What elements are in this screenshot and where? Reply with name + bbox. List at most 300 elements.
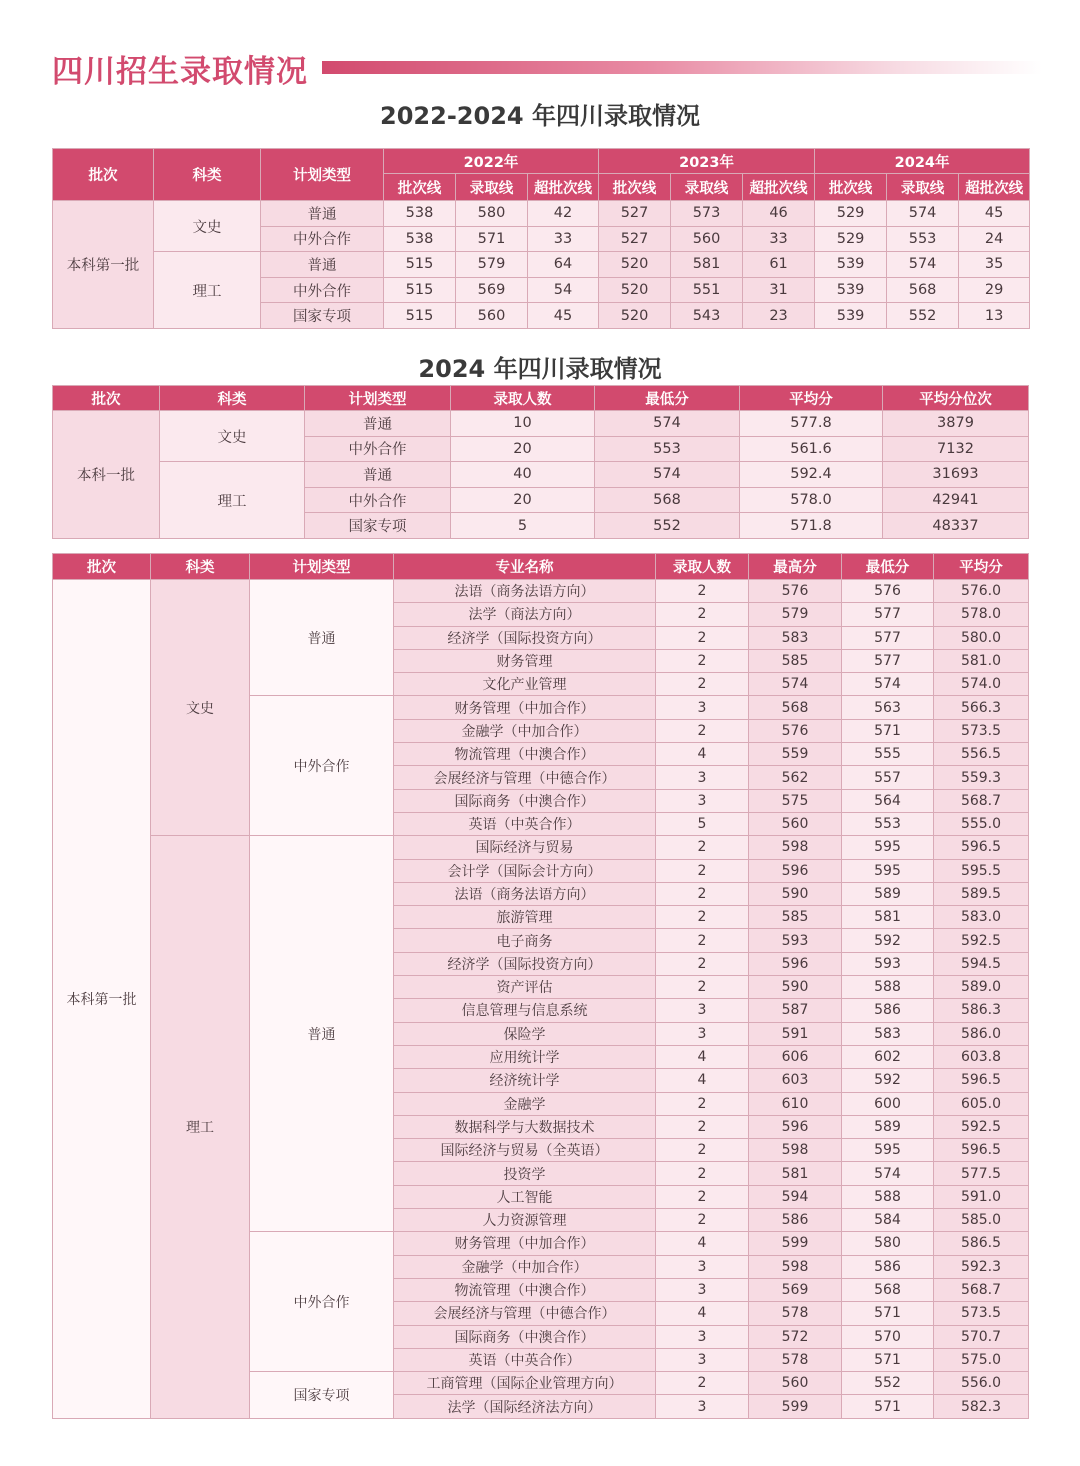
header-year-2022: 2022年	[384, 149, 599, 174]
value-cell: 7132	[883, 436, 1029, 462]
header-plan-type: 计划类型	[261, 149, 384, 201]
value-cell: 585	[749, 906, 842, 929]
value-cell: 587	[749, 999, 842, 1022]
batch-cell: 本科第一批	[53, 580, 151, 1419]
value-cell: 570	[842, 1325, 934, 1348]
value-cell: 2	[656, 580, 749, 603]
value-cell: 556.0	[934, 1372, 1029, 1395]
value-cell: 576.0	[934, 580, 1029, 603]
value-cell: 54	[528, 277, 599, 303]
value-cell: 557	[842, 766, 934, 789]
value-cell: 599	[749, 1232, 842, 1255]
header-cell: 平均分	[934, 554, 1029, 580]
value-cell: 585	[749, 649, 842, 672]
header-cell: 科类	[160, 386, 305, 411]
major-name-cell: 工商管理（国际企业管理方向）	[394, 1372, 656, 1395]
value-cell: 580.0	[934, 626, 1029, 649]
value-cell: 574	[887, 201, 959, 227]
value-cell: 560	[456, 303, 528, 329]
header-sub-录取线: 录取线	[887, 174, 959, 201]
value-cell: 31693	[883, 462, 1029, 488]
major-name-cell: 国际经济与贸易（全英语）	[394, 1139, 656, 1162]
header-cell: 最高分	[749, 554, 842, 580]
value-cell: 573.5	[934, 1302, 1029, 1325]
value-cell: 560	[749, 812, 842, 835]
major-name-cell: 财务管理	[394, 649, 656, 672]
value-cell: 568	[842, 1278, 934, 1301]
plan-type-cell: 国家专项	[261, 303, 384, 329]
value-cell: 586.3	[934, 999, 1029, 1022]
value-cell: 23	[743, 303, 815, 329]
value-cell: 2	[656, 1115, 749, 1138]
plan-type-cell: 普通	[250, 580, 394, 696]
value-cell: 520	[599, 252, 671, 278]
value-cell: 527	[599, 201, 671, 227]
value-cell: 577.5	[934, 1162, 1029, 1185]
header-subject: 科类	[154, 149, 261, 201]
major-name-cell: 金融学（中加合作）	[394, 719, 656, 742]
value-cell: 598	[749, 1255, 842, 1278]
value-cell: 595	[842, 836, 934, 859]
value-cell: 559	[749, 743, 842, 766]
plan-type-cell: 中外合作	[250, 696, 394, 836]
value-cell: 515	[384, 277, 456, 303]
major-name-cell: 信息管理与信息系统	[394, 999, 656, 1022]
value-cell: 48337	[883, 513, 1029, 539]
value-cell: 582.3	[934, 1395, 1029, 1418]
major-name-cell: 文化产业管理	[394, 673, 656, 696]
header-sub-批次线: 批次线	[384, 174, 456, 201]
value-cell: 591	[749, 1022, 842, 1045]
value-cell: 539	[815, 277, 887, 303]
value-cell: 2	[656, 836, 749, 859]
table1-title: 2022-2024 年四川录取情况	[380, 102, 700, 130]
value-cell: 553	[595, 436, 740, 462]
value-cell: 573	[671, 201, 743, 227]
value-cell: 3	[656, 1255, 749, 1278]
value-cell: 2	[656, 1092, 749, 1115]
table-row	[53, 580, 1029, 603]
value-cell: 529	[815, 201, 887, 227]
value-cell: 551	[671, 277, 743, 303]
value-cell: 606	[749, 1045, 842, 1068]
value-cell: 2	[656, 1139, 749, 1162]
value-cell: 576	[749, 580, 842, 603]
value-cell: 610	[749, 1092, 842, 1115]
value-cell: 2	[656, 952, 749, 975]
value-cell: 520	[599, 303, 671, 329]
value-cell: 578.0	[740, 487, 883, 513]
table-row	[53, 201, 1030, 227]
header-cell: 计划类型	[250, 554, 394, 580]
header-cell: 专业名称	[394, 554, 656, 580]
batch-cell: 本科第一批	[53, 201, 154, 329]
value-cell: 45	[528, 303, 599, 329]
major-name-cell: 数据科学与大数据技术	[394, 1115, 656, 1138]
value-cell: 538	[384, 226, 456, 252]
value-cell: 5	[656, 812, 749, 835]
value-cell: 577	[842, 626, 934, 649]
value-cell: 556.5	[934, 743, 1029, 766]
value-cell: 10	[451, 411, 595, 437]
plan-type-cell: 国家专项	[305, 513, 451, 539]
value-cell: 589.5	[934, 882, 1029, 905]
major-name-cell: 法学（国际经济法方向）	[394, 1395, 656, 1418]
header-sub-录取线: 录取线	[456, 174, 528, 201]
major-name-cell: 应用统计学	[394, 1045, 656, 1068]
value-cell: 42	[528, 201, 599, 227]
major-name-cell: 经济学（国际投资方向）	[394, 626, 656, 649]
header-cell: 平均分位次	[883, 386, 1029, 411]
header-year-2023: 2023年	[599, 149, 815, 174]
value-cell: 33	[528, 226, 599, 252]
major-name-cell: 投资学	[394, 1162, 656, 1185]
value-cell: 29	[959, 277, 1030, 303]
value-cell: 591.0	[934, 1185, 1029, 1208]
value-cell: 569	[749, 1278, 842, 1301]
value-cell: 576	[749, 719, 842, 742]
value-cell: 560	[749, 1372, 842, 1395]
value-cell: 562	[749, 766, 842, 789]
value-cell: 603	[749, 1069, 842, 1092]
value-cell: 3	[656, 696, 749, 719]
subject-cell: 文史	[151, 580, 250, 836]
major-name-cell: 人力资源管理	[394, 1209, 656, 1232]
value-cell: 580	[842, 1232, 934, 1255]
value-cell: 552	[842, 1372, 934, 1395]
value-cell: 2	[656, 1185, 749, 1208]
value-cell: 577	[842, 603, 934, 626]
value-cell: 574	[842, 673, 934, 696]
value-cell: 575.0	[934, 1348, 1029, 1371]
value-cell: 571	[842, 719, 934, 742]
value-cell: 2	[656, 1372, 749, 1395]
major-name-cell: 法语（商务法语方向）	[394, 580, 656, 603]
value-cell: 592.3	[934, 1255, 1029, 1278]
value-cell: 64	[528, 252, 599, 278]
value-cell: 573.5	[934, 719, 1029, 742]
value-cell: 596.5	[934, 1069, 1029, 1092]
batch-cell: 本科一批	[53, 411, 160, 539]
subject-cell: 文史	[154, 201, 261, 252]
header-cell: 最低分	[595, 386, 740, 411]
major-name-cell: 经济统计学	[394, 1069, 656, 1092]
value-cell: 2	[656, 906, 749, 929]
value-cell: 20	[451, 436, 595, 462]
value-cell: 574	[887, 252, 959, 278]
value-cell: 35	[959, 252, 1030, 278]
value-cell: 577.8	[740, 411, 883, 437]
value-cell: 603.8	[934, 1045, 1029, 1068]
value-cell: 585.0	[934, 1209, 1029, 1232]
admission-table-2024	[52, 385, 1029, 539]
page-heading	[52, 46, 308, 90]
value-cell: 31	[743, 277, 815, 303]
header-sub-超批次线: 超批次线	[528, 174, 599, 201]
major-name-cell: 会展经济与管理（中德合作）	[394, 766, 656, 789]
heading-decor-bar	[322, 61, 1042, 74]
value-cell: 590	[749, 976, 842, 999]
value-cell: 42941	[883, 487, 1029, 513]
value-cell: 568	[749, 696, 842, 719]
value-cell: 559.3	[934, 766, 1029, 789]
value-cell: 539	[815, 252, 887, 278]
plan-type-cell: 中外合作	[261, 277, 384, 303]
value-cell: 583.0	[934, 906, 1029, 929]
value-cell: 586	[842, 1255, 934, 1278]
subject-cell: 理工	[154, 252, 261, 329]
header-sub-批次线: 批次线	[815, 174, 887, 201]
value-cell: 568	[595, 487, 740, 513]
subject-cell: 理工	[160, 462, 305, 539]
value-cell: 594.5	[934, 952, 1029, 975]
value-cell: 568.7	[934, 1278, 1029, 1301]
value-cell: 579	[456, 252, 528, 278]
header-cell: 最低分	[842, 554, 934, 580]
value-cell: 560	[671, 226, 743, 252]
value-cell: 586	[842, 999, 934, 1022]
major-name-cell: 法语（商务法语方向）	[394, 882, 656, 905]
value-cell: 596.5	[934, 1139, 1029, 1162]
value-cell: 586	[749, 1209, 842, 1232]
value-cell: 590	[749, 882, 842, 905]
value-cell: 4	[656, 1232, 749, 1255]
value-cell: 45	[959, 201, 1030, 227]
value-cell: 20	[451, 487, 595, 513]
major-name-cell: 会计学（国际会计方向）	[394, 859, 656, 882]
header-sub-超批次线: 超批次线	[743, 174, 815, 201]
plan-type-cell: 国家专项	[250, 1372, 394, 1419]
value-cell: 566.3	[934, 696, 1029, 719]
value-cell: 2	[656, 603, 749, 626]
value-cell: 569	[456, 277, 528, 303]
value-cell: 600	[842, 1092, 934, 1115]
value-cell: 3	[656, 1022, 749, 1045]
value-cell: 571	[842, 1302, 934, 1325]
value-cell: 515	[384, 303, 456, 329]
value-cell: 538	[384, 201, 456, 227]
admission-table-2022-2024	[52, 148, 1030, 329]
value-cell: 596	[749, 952, 842, 975]
value-cell: 4	[656, 743, 749, 766]
plan-type-cell: 普通	[261, 201, 384, 227]
value-cell: 578	[749, 1302, 842, 1325]
value-cell: 571	[456, 226, 528, 252]
plan-type-cell: 普通	[250, 836, 394, 1232]
header-sub-超批次线: 超批次线	[959, 174, 1030, 201]
value-cell: 568.7	[934, 789, 1029, 812]
value-cell: 2	[656, 882, 749, 905]
value-cell: 2	[656, 626, 749, 649]
plan-type-cell: 普通	[261, 252, 384, 278]
header-cell: 平均分	[740, 386, 883, 411]
value-cell: 4	[656, 1302, 749, 1325]
value-cell: 592.5	[934, 1115, 1029, 1138]
value-cell: 520	[599, 277, 671, 303]
value-cell: 577	[842, 649, 934, 672]
value-cell: 593	[749, 929, 842, 952]
value-cell: 586.5	[934, 1232, 1029, 1255]
table-row	[53, 252, 1030, 278]
value-cell: 583	[749, 626, 842, 649]
major-name-cell: 国际商务（中澳合作）	[394, 1325, 656, 1348]
major-name-cell: 英语（中英合作）	[394, 1348, 656, 1371]
plan-type-cell: 中外合作	[261, 226, 384, 252]
major-name-cell: 国际商务（中澳合作）	[394, 789, 656, 812]
value-cell: 3	[656, 1325, 749, 1348]
value-cell: 596	[749, 859, 842, 882]
value-cell: 574	[842, 1162, 934, 1185]
major-name-cell: 物流管理（中澳合作）	[394, 743, 656, 766]
header-cell: 录取人数	[451, 386, 595, 411]
value-cell: 589	[842, 882, 934, 905]
value-cell: 46	[743, 201, 815, 227]
major-name-cell: 金融学（中加合作）	[394, 1255, 656, 1278]
major-name-cell: 会展经济与管理（中德合作）	[394, 1302, 656, 1325]
value-cell: 599	[749, 1395, 842, 1418]
value-cell: 3	[656, 999, 749, 1022]
value-cell: 588	[842, 976, 934, 999]
value-cell: 598	[749, 836, 842, 859]
value-cell: 543	[671, 303, 743, 329]
value-cell: 555	[842, 743, 934, 766]
table-row	[53, 411, 1029, 437]
value-cell: 571.8	[740, 513, 883, 539]
value-cell: 2	[656, 929, 749, 952]
table-row	[53, 462, 1029, 488]
value-cell: 595	[842, 859, 934, 882]
value-cell: 2	[656, 976, 749, 999]
value-cell: 574	[595, 411, 740, 437]
value-cell: 3	[656, 1348, 749, 1371]
major-name-cell: 财务管理（中加合作）	[394, 696, 656, 719]
major-name-cell: 电子商务	[394, 929, 656, 952]
major-name-cell: 金融学	[394, 1092, 656, 1115]
value-cell: 581	[842, 906, 934, 929]
value-cell: 564	[842, 789, 934, 812]
value-cell: 527	[599, 226, 671, 252]
value-cell: 589.0	[934, 976, 1029, 999]
value-cell: 61	[743, 252, 815, 278]
value-cell: 4	[656, 1069, 749, 1092]
major-name-cell: 财务管理（中加合作）	[394, 1232, 656, 1255]
value-cell: 552	[887, 303, 959, 329]
value-cell: 581	[749, 1162, 842, 1185]
value-cell: 515	[384, 252, 456, 278]
value-cell: 581.0	[934, 649, 1029, 672]
value-cell: 595	[842, 1139, 934, 1162]
subject-cell: 文史	[160, 411, 305, 462]
major-name-cell: 资产评估	[394, 976, 656, 999]
value-cell: 583	[842, 1022, 934, 1045]
header-sub-录取线: 录取线	[671, 174, 743, 201]
value-cell: 3	[656, 789, 749, 812]
value-cell: 563	[842, 696, 934, 719]
value-cell: 2	[656, 649, 749, 672]
value-cell: 13	[959, 303, 1030, 329]
value-cell: 581	[671, 252, 743, 278]
value-cell: 3	[656, 1395, 749, 1418]
subject-cell: 理工	[151, 836, 250, 1418]
value-cell: 574.0	[934, 673, 1029, 696]
header-cell: 计划类型	[305, 386, 451, 411]
value-cell: 3	[656, 1278, 749, 1301]
value-cell: 2	[656, 673, 749, 696]
value-cell: 5	[451, 513, 595, 539]
header-cell: 科类	[151, 554, 250, 580]
value-cell: 580	[456, 201, 528, 227]
major-name-cell: 国际经济与贸易	[394, 836, 656, 859]
header-sub-批次线: 批次线	[599, 174, 671, 201]
table-row	[53, 836, 1029, 859]
major-name-cell: 旅游管理	[394, 906, 656, 929]
major-admission-table	[52, 553, 1029, 1419]
major-name-cell: 人工智能	[394, 1185, 656, 1208]
value-cell: 595.5	[934, 859, 1029, 882]
value-cell: 2	[656, 1162, 749, 1185]
value-cell: 596.5	[934, 836, 1029, 859]
value-cell: 592.4	[740, 462, 883, 488]
value-cell: 553	[887, 226, 959, 252]
value-cell: 570.7	[934, 1325, 1029, 1348]
value-cell: 592	[842, 929, 934, 952]
value-cell: 592	[842, 1069, 934, 1092]
value-cell: 571	[842, 1348, 934, 1371]
value-cell: 605.0	[934, 1092, 1029, 1115]
plan-type-cell: 普通	[305, 462, 451, 488]
value-cell: 529	[815, 226, 887, 252]
value-cell: 594	[749, 1185, 842, 1208]
value-cell: 33	[743, 226, 815, 252]
major-name-cell: 英语（中英合作）	[394, 812, 656, 835]
value-cell: 3	[656, 766, 749, 789]
value-cell: 596	[749, 1115, 842, 1138]
value-cell: 572	[749, 1325, 842, 1348]
value-cell: 568	[887, 277, 959, 303]
plan-type-cell: 中外合作	[250, 1232, 394, 1372]
value-cell: 2	[656, 859, 749, 882]
value-cell: 584	[842, 1209, 934, 1232]
value-cell: 553	[842, 812, 934, 835]
value-cell: 574	[749, 673, 842, 696]
value-cell: 586.0	[934, 1022, 1029, 1045]
value-cell: 552	[595, 513, 740, 539]
value-cell: 598	[749, 1139, 842, 1162]
table2-title: 2024 年四川录取情况	[418, 355, 662, 383]
value-cell: 555.0	[934, 812, 1029, 835]
value-cell: 2	[656, 1209, 749, 1232]
header-cell: 录取人数	[656, 554, 749, 580]
value-cell: 571	[842, 1395, 934, 1418]
value-cell: 576	[842, 580, 934, 603]
plan-type-cell: 普通	[305, 411, 451, 437]
value-cell: 592.5	[934, 929, 1029, 952]
value-cell: 579	[749, 603, 842, 626]
value-cell: 40	[451, 462, 595, 488]
value-cell: 578	[749, 1348, 842, 1371]
value-cell: 575	[749, 789, 842, 812]
header-batch: 批次	[53, 149, 154, 201]
value-cell: 578.0	[934, 603, 1029, 626]
value-cell: 589	[842, 1115, 934, 1138]
value-cell: 593	[842, 952, 934, 975]
major-name-cell: 经济学（国际投资方向）	[394, 952, 656, 975]
header-cell: 批次	[53, 386, 160, 411]
value-cell: 4	[656, 1045, 749, 1068]
plan-type-cell: 中外合作	[305, 487, 451, 513]
major-name-cell: 法学（商法方向）	[394, 603, 656, 626]
value-cell: 3879	[883, 411, 1029, 437]
